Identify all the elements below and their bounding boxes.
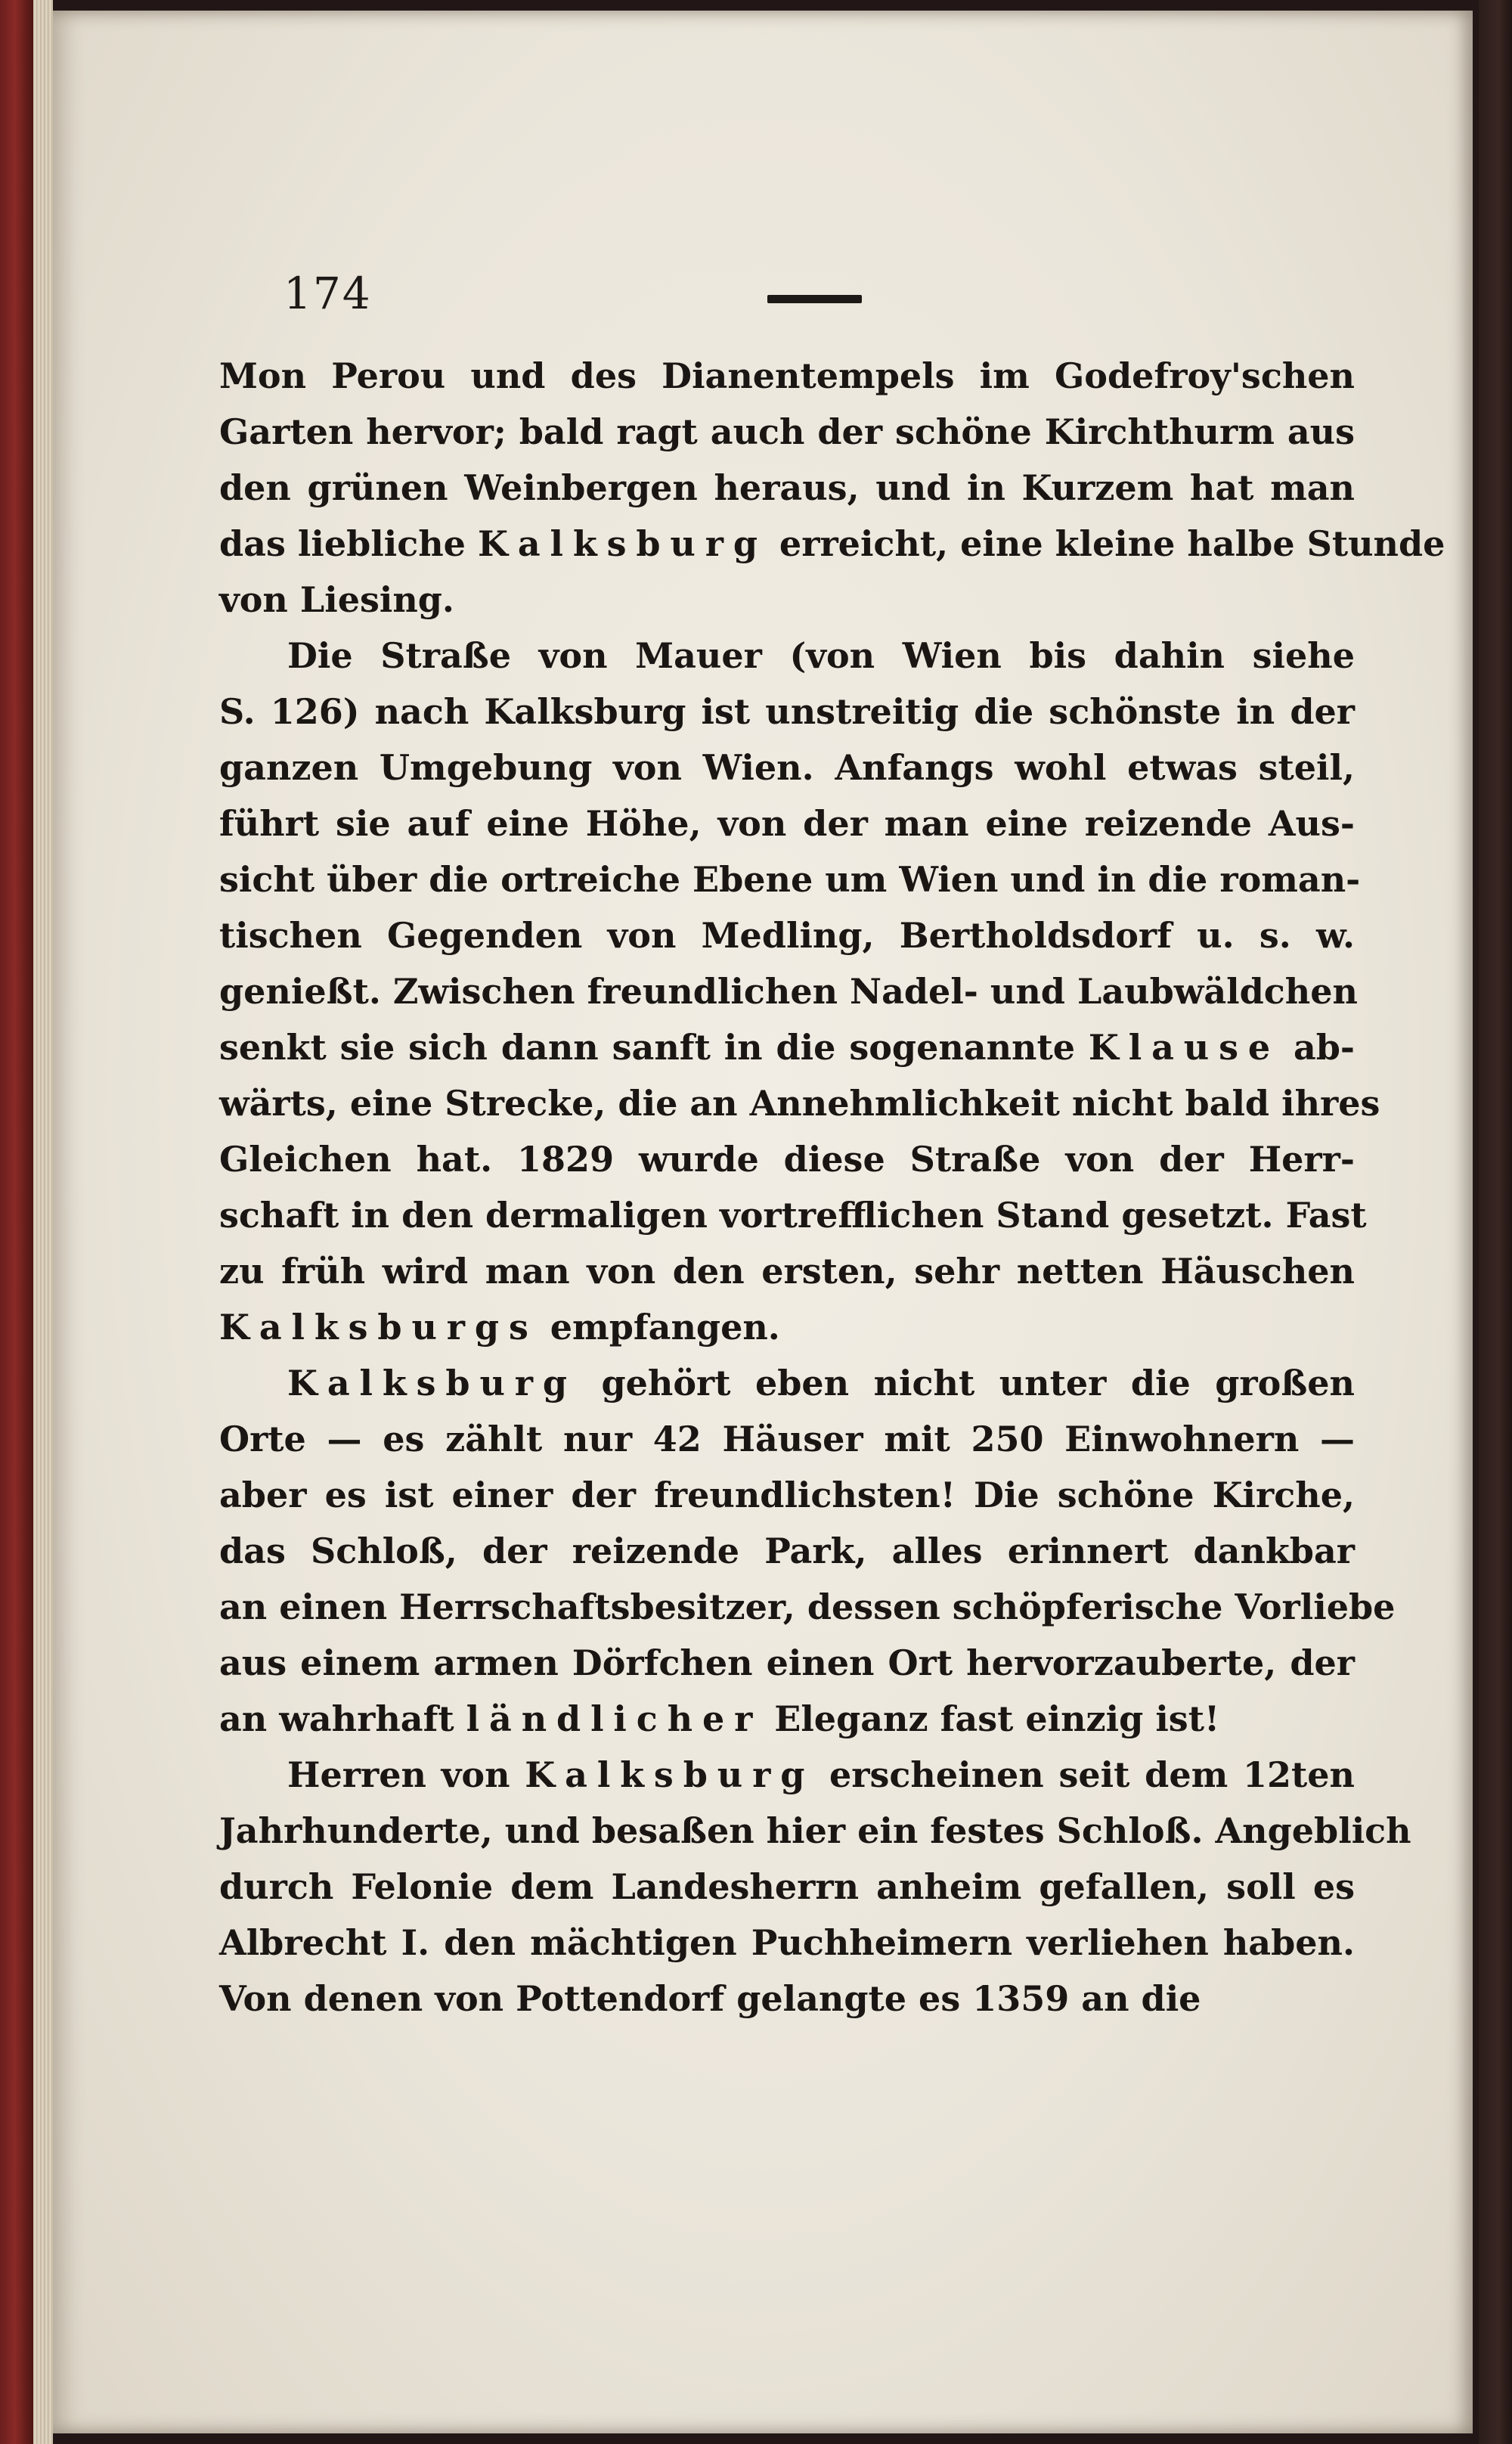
text-line: das Schloß, der reizende Park, alles erinnert dankbar (219, 1531, 1355, 1571)
text-line: Jahrhunderte, und besaßen hier ein festes Schloß. Angeblich (219, 1810, 1411, 1851)
text-segment: ab- (1280, 1027, 1356, 1068)
text-line: Die Straße von Mauer (von Wien bis dahin siehe (287, 635, 1355, 676)
text-line: schaft in den dermaligen vortrefflichen Stand gesetzt. Fast (219, 1195, 1367, 1236)
text-line: zu früh wird man von den ersten, sehr netten Häuschen (219, 1251, 1355, 1292)
text-segment: Herren von (287, 1754, 525, 1795)
text-segment: an wahrhaft (219, 1698, 466, 1739)
text-line (219, 1299, 1355, 1355)
text-line: genießt. Zwischen freundlichen Nadel- und Laubwäldchen (219, 971, 1358, 1012)
header-rule (767, 295, 862, 303)
text-line: aber es ist einer der freundlichsten! Die schöne Kirche, (219, 1475, 1355, 1515)
text-segment: senkt sie sich dann sanft in die sogenannte (219, 1027, 1089, 1068)
text-line: ganzen Umgebung von Wien. Anfangs wohl etwas steil, (219, 747, 1355, 788)
spaced-emphasis: Klause (1088, 1027, 1281, 1068)
book-cover-edge-right (1479, 0, 1512, 2444)
body-text (219, 348, 1445, 2027)
book-cover-edge-left (0, 0, 33, 2444)
text-line (219, 1355, 1355, 1411)
text-segment: das liebliche (219, 523, 478, 564)
text-line: von Liesing. (219, 579, 454, 620)
spaced-emphasis: Kalksburg (525, 1754, 815, 1795)
text-line: den grünen Weinbergen heraus, und in Kurzem hat man (219, 467, 1355, 508)
page-number: 174 (284, 268, 372, 319)
text-segment: empfangen. (538, 1307, 780, 1348)
text-line: führt sie auf eine Höhe, von der man eine reizende Aus- (219, 803, 1355, 844)
text-line: S. 126) nach Kalksburg ist unstreitig die schönste in der (219, 691, 1355, 732)
page-stack-edge (33, 0, 53, 2444)
text-segment: gehört eben nicht unter die großen (576, 1363, 1355, 1403)
text-line: Von denen von Pottendorf gelangte es 1359 an die (219, 1978, 1201, 2019)
text-line: Garten hervor; bald ragt auch der schöne Kirchthurm aus (219, 411, 1355, 452)
text-line: aus einem armen Dörfchen einen Ort hervorzauberte, der (219, 1642, 1355, 1683)
spaced-emphasis: Kalksburgs (219, 1307, 538, 1348)
text-line: Gleichen hat. 1829 wurde diese Straße von der Herr- (219, 1139, 1355, 1180)
text-line: tischen Gegenden von Medling, Bertholdsdorf u. s. w. (219, 915, 1355, 956)
text-line: durch Felonie dem Landesherrn anheim gefallen, soll es (219, 1866, 1355, 1907)
text-line: Albrecht I. den mächtigen Puchheimern verliehen haben. (219, 1922, 1355, 1963)
text-line (219, 1019, 1355, 1075)
text-line: Mon Perou und des Dianentempels im Godefroy'schen (219, 355, 1355, 396)
text-line (219, 1747, 1355, 1803)
text-line: wärts, eine Strecke, die an Annehmlichkeit nicht bald ihres (219, 1083, 1380, 1124)
text-line: Orte — es zählt nur 42 Häuser mit 250 Einwohnern — (219, 1419, 1355, 1459)
text-segment: Eleganz fast einzig ist! (762, 1698, 1220, 1739)
text-line: an einen Herrschaftsbesitzer, dessen schöpferische Vorliebe (219, 1586, 1396, 1627)
text-line: sicht über die ortreiche Ebene um Wien und in die roman- (219, 859, 1361, 900)
spaced-emphasis: ländlicher (466, 1698, 763, 1739)
text-segment: erreicht, eine kleine halbe Stunde (767, 523, 1445, 564)
spaced-emphasis: Kalksburg (287, 1363, 577, 1403)
spaced-emphasis: Kalksburg (477, 523, 767, 564)
text-line (219, 1691, 1355, 1747)
page-header (284, 268, 1402, 328)
text-line (219, 516, 1445, 572)
text-segment: erscheinen seit dem 12ten (814, 1754, 1355, 1795)
